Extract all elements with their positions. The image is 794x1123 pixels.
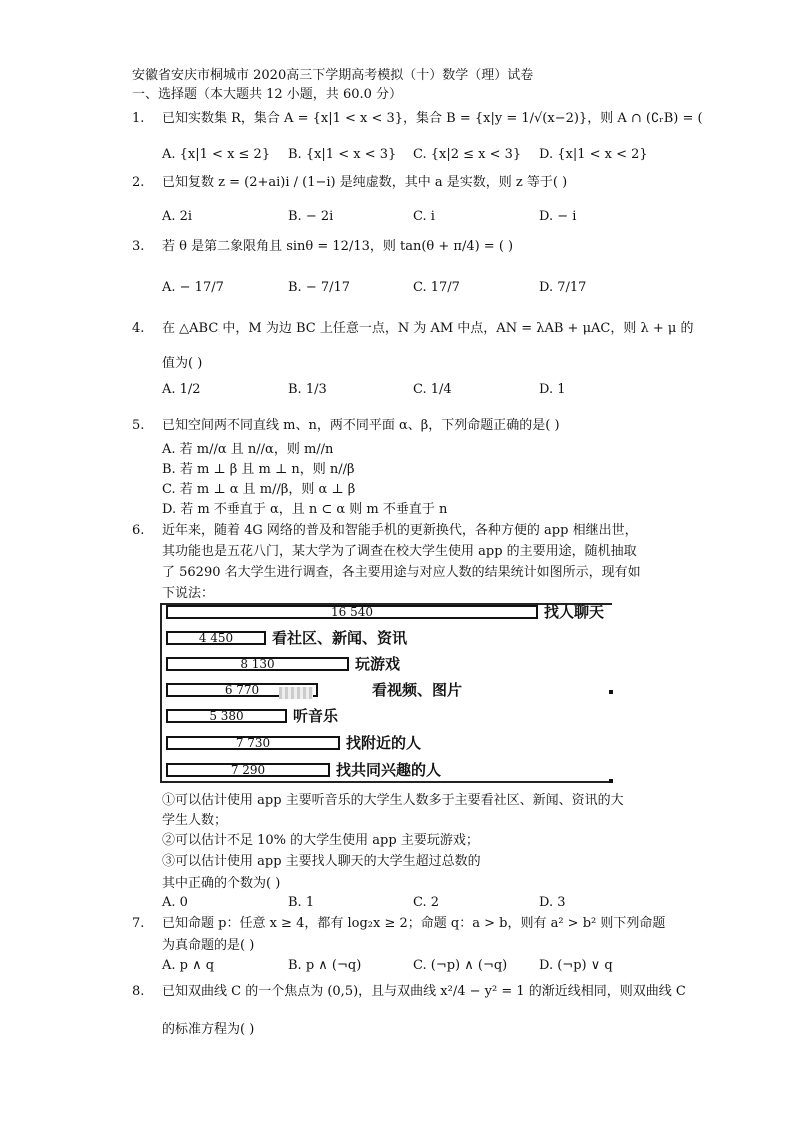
category-label-6: 找共同兴趣的人 bbox=[336, 761, 442, 779]
option-b: B. 1/3 bbox=[288, 382, 327, 397]
question-1 bbox=[132, 110, 162, 128]
option-c: C. (¬p) ∧ (¬q) bbox=[413, 958, 508, 973]
option-d: D. 3 bbox=[539, 895, 566, 910]
option-a: A. 1/2 bbox=[162, 382, 201, 397]
bar-1: 4 450 bbox=[166, 631, 266, 645]
bar-4: 5 380 bbox=[166, 709, 287, 723]
frame-dot bbox=[609, 690, 613, 694]
usage-bar-chart bbox=[160, 603, 612, 783]
option-d: D. {x|1 < x < 2} bbox=[539, 147, 648, 162]
option-c: C. 17/7 bbox=[413, 280, 460, 295]
question-text: 若 θ 是第二象限角且 sinθ = 12/13，则 tan(θ + π/4) = ( ) bbox=[162, 239, 514, 254]
bar-6: 7 290 bbox=[166, 763, 330, 777]
question-number: 6. bbox=[132, 523, 145, 538]
question-number: 1. bbox=[132, 111, 145, 126]
section-heading: 一、选择题（本大题共 12 小题，共 60.0 分） bbox=[132, 87, 403, 102]
option-b: B. 若 m ⊥ β 且 m ⊥ n，则 n//β bbox=[162, 462, 355, 477]
option-b: B. p ∧ (¬q) bbox=[288, 958, 362, 973]
question-text: 下说法： bbox=[162, 586, 215, 601]
question-text: 已知命题 p：任意 x ≥ 4，都有 log₂x ≥ 2；命题 q：a > b，则有 a² > b² 则下列命题 bbox=[162, 916, 666, 931]
statement-1: ①可以估计使用 app 主要听音乐的大学生人数多于主要看社区、新闻、资讯的大 bbox=[162, 793, 624, 808]
question-text: 在 △ABC 中，M 为边 BC 上任意一点，N 为 AM 中点，AN = λAB + μAC，则 λ + μ 的 bbox=[162, 321, 694, 336]
question-text: 已知空间两不同直线 m、n，两不同平面 α、β，下列命题正确的是( ) bbox=[162, 418, 560, 433]
question-number: 7. bbox=[132, 916, 145, 931]
option-c: C. 1/4 bbox=[413, 382, 452, 397]
question-text: 已知双曲线 C 的一个焦点为 (0,5)，且与双曲线 x²/4 − y² = 1 的渐近线相同，则双曲线 C bbox=[162, 984, 686, 999]
option-a: A. 若 m//α 且 n//α，则 m//n bbox=[162, 442, 334, 457]
blurred-mark bbox=[279, 687, 313, 699]
bar-2: 8 130 bbox=[166, 657, 349, 671]
statement-3: ③可以估计使用 app 主要找人聊天的大学生超过总数的 bbox=[162, 854, 481, 869]
question-text: 近年来，随着 4G 网络的普及和智能手机的更新换代，各种方便的 app 相继出世， bbox=[162, 523, 638, 538]
option-c: C. {x|2 ≤ x < 3} bbox=[413, 147, 522, 162]
bar-0: 16 540 bbox=[166, 605, 538, 619]
statement-1-cont: 学生人数； bbox=[162, 813, 228, 828]
question-prompt: 其中正确的个数为( ) bbox=[162, 876, 281, 891]
option-b: B. {x|1 < x < 3} bbox=[288, 147, 397, 162]
option-c: C. i bbox=[413, 209, 435, 224]
frame-dot bbox=[609, 779, 613, 783]
option-b: B. 1 bbox=[288, 895, 315, 910]
bar-3: 6 770 bbox=[166, 683, 318, 697]
option-c: C. 若 m ⊥ α 且 m//β，则 α ⊥ β bbox=[162, 482, 356, 497]
question-text: 已知复数 z = (2+ai)i / (1−i) 是纯虚数，其中 a 是实数，则 z 等于( ) bbox=[162, 175, 568, 190]
question-text: 其功能也是五花八门，某大学为了调查在校大学生使用 app 的主要用途，随机抽取 bbox=[162, 544, 637, 559]
option-a: A. 2i bbox=[162, 209, 193, 224]
option-a: A. 0 bbox=[162, 895, 188, 910]
question-3 bbox=[132, 238, 162, 256]
option-b: B. − 2i bbox=[288, 209, 334, 224]
question-number: 2. bbox=[132, 175, 145, 190]
option-d: D. − i bbox=[539, 209, 577, 224]
question-4 bbox=[132, 320, 162, 338]
category-label-4: 听音乐 bbox=[293, 707, 339, 725]
question-number: 8. bbox=[132, 984, 145, 999]
question-text: 已知实数集 R，集合 A = {x|1 < x < 3}，集合 B = {x|y = 1/√(x−2)}，则 A ∩ (∁ᵣB) = ( bbox=[162, 111, 703, 126]
question-8 bbox=[132, 983, 162, 1001]
option-c: C. 2 bbox=[413, 895, 440, 910]
question-text: 为真命题的是( ) bbox=[162, 938, 255, 953]
category-label-5: 找附近的人 bbox=[346, 734, 422, 752]
option-d: D. 7/17 bbox=[539, 280, 587, 295]
statement-2: ②可以估计不足 10% 的大学生使用 app 主要玩游戏； bbox=[162, 833, 479, 848]
question-2 bbox=[132, 174, 162, 192]
question-7 bbox=[132, 915, 162, 933]
category-label-3: 看视频、图片 bbox=[372, 681, 463, 699]
question-6 bbox=[132, 522, 162, 540]
question-text: 的标准方程为( ) bbox=[162, 1022, 255, 1037]
category-label-1: 看社区、新闻、资讯 bbox=[272, 629, 408, 647]
option-b: B. − 7/17 bbox=[288, 280, 351, 295]
page-title: 安徽省安庆市桐城市 2020高三下学期高考模拟（十）数学（理）试卷 bbox=[132, 68, 534, 83]
category-label-0: 找人聊天 bbox=[544, 603, 605, 621]
question-number: 3. bbox=[132, 239, 145, 254]
question-number: 4. bbox=[132, 321, 145, 336]
question-number: 5. bbox=[132, 418, 145, 433]
option-d: D. 1 bbox=[539, 382, 566, 397]
question-text: 了 56290 名大学生进行调查，各主要用途与对应人数的结果统计如图所示，现有如 bbox=[162, 565, 641, 580]
question-text: 值为( ) bbox=[162, 356, 203, 371]
question-5 bbox=[132, 417, 162, 435]
option-a: A. − 17/7 bbox=[162, 280, 224, 295]
category-label-2: 玩游戏 bbox=[355, 655, 401, 673]
option-d: D. (¬p) ∨ q bbox=[539, 958, 613, 973]
option-d: D. 若 m 不垂直于 α，且 n ⊂ α 则 m 不垂直于 n bbox=[162, 502, 448, 517]
option-a: A. p ∧ q bbox=[162, 958, 215, 973]
option-a: A. {x|1 < x ≤ 2} bbox=[162, 147, 271, 162]
bar-5: 7 730 bbox=[166, 736, 340, 750]
